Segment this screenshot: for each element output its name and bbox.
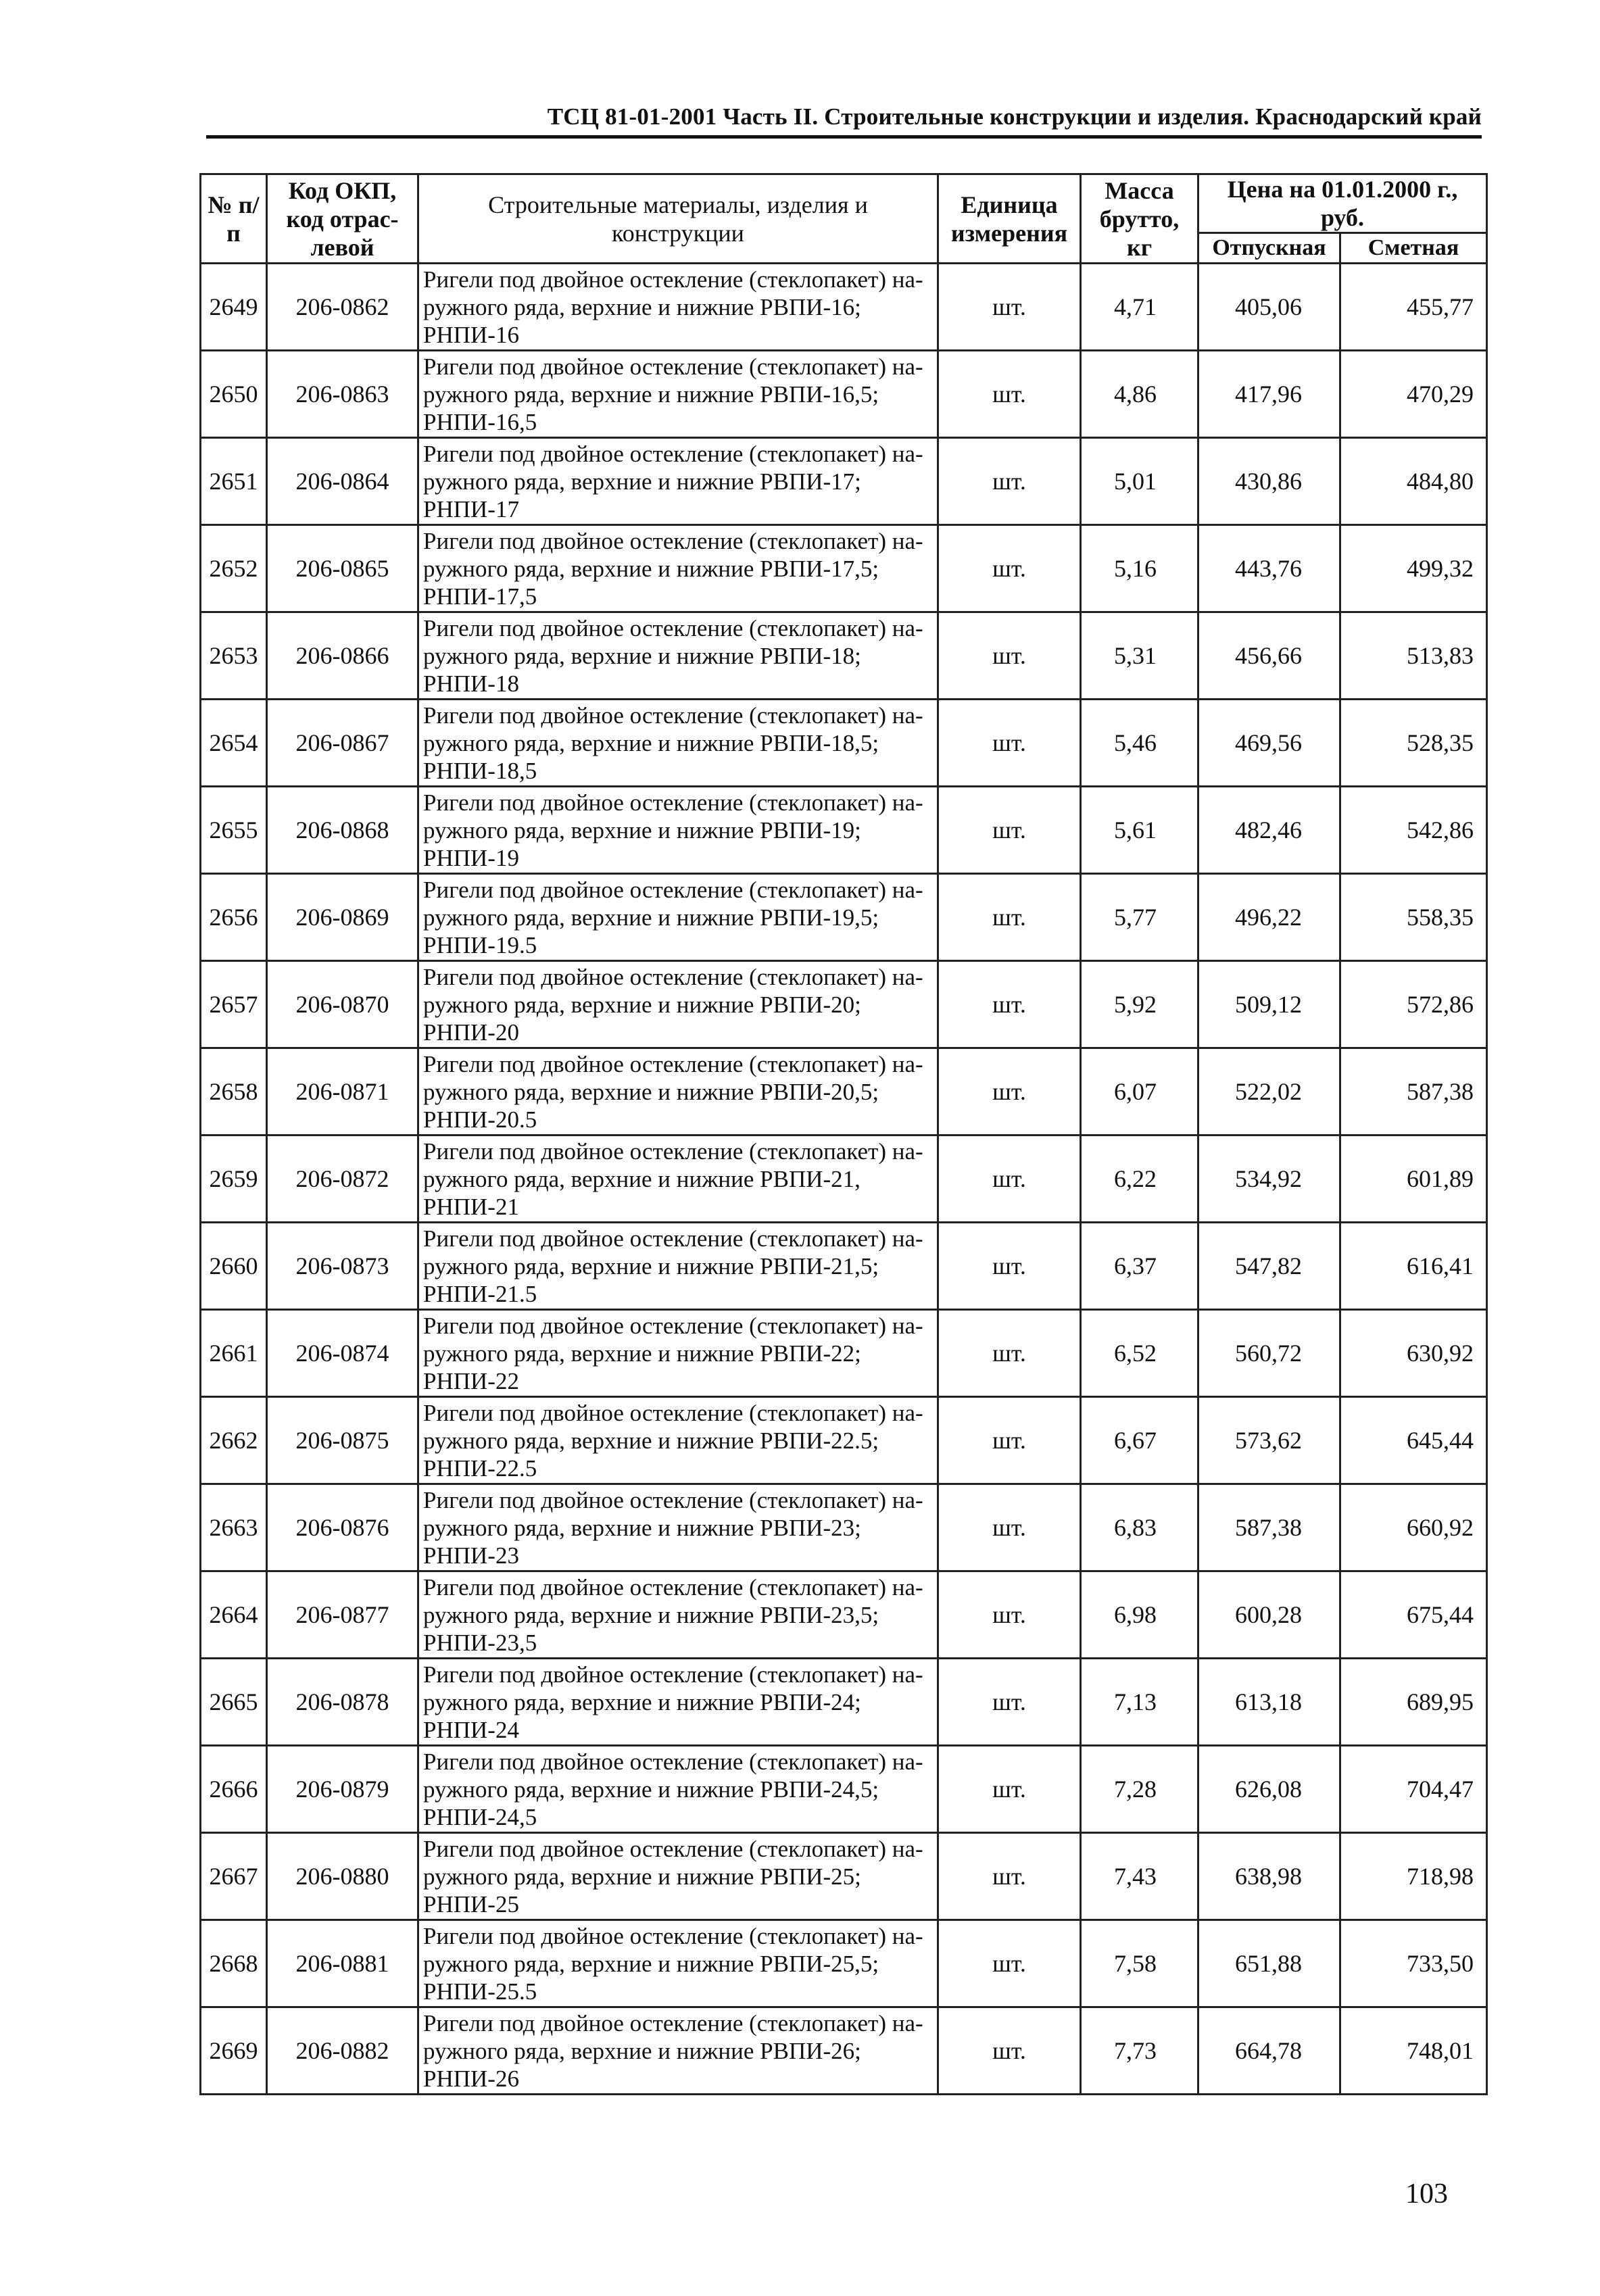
row-mass: 6,52 <box>1081 1310 1198 1397</box>
price-table <box>199 173 1488 2095</box>
row-unit: шт. <box>938 1223 1081 1310</box>
table-row <box>201 264 1487 351</box>
row-price-release: 547,82 <box>1198 1223 1340 1310</box>
row-description: Ригели под двойное остекление (стеклопакет) на- ружного ряда, верхние и нижние РВПИ-18; РНПИ-18 <box>418 612 938 700</box>
row-price-estimate: 587,38 <box>1340 1048 1487 1135</box>
row-mass: 7,73 <box>1081 2007 1198 2095</box>
col-header-price-group: Цена на 01.01.2000 г., руб. <box>1198 174 1487 233</box>
row-description: Ригели под двойное остекление (стеклопакет) на- ружного ряда, верхние и нижние РВПИ-18,5; РНПИ-18,5 <box>418 700 938 787</box>
row-unit: шт. <box>938 700 1081 787</box>
row-price-release: 613,18 <box>1198 1659 1340 1746</box>
running-header: ТСЦ 81-01-2001 Часть II. Строительные конструкции и изделия. Краснодарский край <box>547 103 1482 130</box>
row-code: 206-0864 <box>267 438 418 525</box>
row-number: 2666 <box>201 1746 267 1833</box>
col-header-code: Код ОКП, код отрас-левой <box>267 174 418 264</box>
row-price-release: 587,38 <box>1198 1484 1340 1571</box>
table-row <box>201 1746 1487 1833</box>
row-price-release: 651,88 <box>1198 1920 1340 2007</box>
row-mass: 5,31 <box>1081 612 1198 700</box>
row-price-estimate: 484,80 <box>1340 438 1487 525</box>
row-code: 206-0881 <box>267 1920 418 2007</box>
row-mass: 5,61 <box>1081 787 1198 874</box>
row-price-release: 509,12 <box>1198 961 1340 1048</box>
row-number: 2668 <box>201 1920 267 2007</box>
row-description: Ригели под двойное остекление (стеклопакет) на- ружного ряда, верхние и нижние РВПИ-21, РНПИ-21 <box>418 1135 938 1223</box>
row-unit: шт. <box>938 1135 1081 1223</box>
row-description: Ригели под двойное остекление (стеклопакет) на- ружного ряда, верхние и нижние РВПИ-19; РНПИ-19 <box>418 787 938 874</box>
row-description: Ригели под двойное остекление (стеклопакет) на- ружного ряда, верхние и нижние РВПИ-24; РНПИ-24 <box>418 1659 938 1746</box>
table-row <box>201 1833 1487 1920</box>
row-code: 206-0877 <box>267 1571 418 1659</box>
row-unit: шт. <box>938 1484 1081 1571</box>
row-unit: шт. <box>938 1659 1081 1746</box>
row-price-estimate: 718,98 <box>1340 1833 1487 1920</box>
col-header-num: № п/п <box>201 174 267 264</box>
row-code: 206-0862 <box>267 264 418 351</box>
row-unit: шт. <box>938 2007 1081 2095</box>
row-mass: 7,43 <box>1081 1833 1198 1920</box>
row-code: 206-0878 <box>267 1659 418 1746</box>
row-number: 2664 <box>201 1571 267 1659</box>
row-number: 2665 <box>201 1659 267 1746</box>
row-mass: 6,22 <box>1081 1135 1198 1223</box>
row-mass: 5,77 <box>1081 874 1198 961</box>
table-row <box>201 1659 1487 1746</box>
row-price-release: 664,78 <box>1198 2007 1340 2095</box>
row-price-estimate: 499,32 <box>1340 525 1487 612</box>
row-code: 206-0870 <box>267 961 418 1048</box>
table-row <box>201 787 1487 874</box>
row-code: 206-0879 <box>267 1746 418 1833</box>
row-code: 206-0873 <box>267 1223 418 1310</box>
row-description: Ригели под двойное остекление (стеклопакет) на- ружного ряда, верхние и нижние РВПИ-16; РНПИ-16 <box>418 264 938 351</box>
col-header-mass: Масса брутто, кг <box>1081 174 1198 264</box>
row-price-estimate: 689,95 <box>1340 1659 1487 1746</box>
row-code: 206-0865 <box>267 525 418 612</box>
row-number: 2654 <box>201 700 267 787</box>
row-mass: 6,67 <box>1081 1397 1198 1484</box>
row-code: 206-0867 <box>267 700 418 787</box>
row-description: Ригели под двойное остекление (стеклопакет) на- ружного ряда, верхние и нижние РВПИ-22.5; РНПИ-22.5 <box>418 1397 938 1484</box>
row-code: 206-0863 <box>267 351 418 438</box>
row-number: 2667 <box>201 1833 267 1920</box>
col-header-price-release: Отпускная <box>1198 233 1340 264</box>
row-code: 206-0876 <box>267 1484 418 1571</box>
row-unit: шт. <box>938 1920 1081 2007</box>
table-row <box>201 1223 1487 1310</box>
row-price-estimate: 630,92 <box>1340 1310 1487 1397</box>
row-mass: 7,13 <box>1081 1659 1198 1746</box>
row-description: Ригели под двойное остекление (стеклопакет) на- ружного ряда, верхние и нижние РВПИ-25,5; РНПИ-25.5 <box>418 1920 938 2007</box>
row-price-estimate: 601,89 <box>1340 1135 1487 1223</box>
row-description: Ригели под двойное остекление (стеклопакет) на- ружного ряда, верхние и нижние РВПИ-21,5; РНПИ-21.5 <box>418 1223 938 1310</box>
row-price-release: 496,22 <box>1198 874 1340 961</box>
row-number: 2660 <box>201 1223 267 1310</box>
table-row <box>201 1397 1487 1484</box>
row-unit: шт. <box>938 525 1081 612</box>
table-row <box>201 700 1487 787</box>
row-number: 2652 <box>201 525 267 612</box>
row-price-release: 469,56 <box>1198 700 1340 787</box>
row-price-estimate: 558,35 <box>1340 874 1487 961</box>
row-number: 2657 <box>201 961 267 1048</box>
row-mass: 4,86 <box>1081 351 1198 438</box>
row-description: Ригели под двойное остекление (стеклопакет) на- ружного ряда, верхние и нижние РВПИ-17; РНПИ-17 <box>418 438 938 525</box>
row-price-estimate: 645,44 <box>1340 1397 1487 1484</box>
row-price-estimate: 572,86 <box>1340 961 1487 1048</box>
row-description: Ригели под двойное остекление (стеклопакет) на- ружного ряда, верхние и нижние РВПИ-26; РНПИ-26 <box>418 2007 938 2095</box>
row-price-estimate: 748,01 <box>1340 2007 1487 2095</box>
row-code: 206-0875 <box>267 1397 418 1484</box>
header-rule <box>206 135 1482 139</box>
row-description: Ригели под двойное остекление (стеклопакет) на- ружного ряда, верхние и нижние РВПИ-23,5; РНПИ-23,5 <box>418 1571 938 1659</box>
row-number: 2659 <box>201 1135 267 1223</box>
row-number: 2662 <box>201 1397 267 1484</box>
row-code: 206-0874 <box>267 1310 418 1397</box>
row-number: 2658 <box>201 1048 267 1135</box>
row-price-release: 638,98 <box>1198 1833 1340 1920</box>
row-mass: 6,98 <box>1081 1571 1198 1659</box>
row-description: Ригели под двойное остекление (стеклопакет) на- ружного ряда, верхние и нижние РВПИ-16,5; РНПИ-16,5 <box>418 351 938 438</box>
row-description: Ригели под двойное остекление (стеклопакет) на- ружного ряда, верхние и нижние РВПИ-17,5; РНПИ-17,5 <box>418 525 938 612</box>
table-row <box>201 1571 1487 1659</box>
row-price-estimate: 542,86 <box>1340 787 1487 874</box>
row-price-release: 482,46 <box>1198 787 1340 874</box>
row-price-release: 560,72 <box>1198 1310 1340 1397</box>
row-price-release: 430,86 <box>1198 438 1340 525</box>
row-description: Ригели под двойное остекление (стеклопакет) на- ружного ряда, верхние и нижние РВПИ-20; РНПИ-20 <box>418 961 938 1048</box>
row-unit: шт. <box>938 438 1081 525</box>
table-row <box>201 1048 1487 1135</box>
row-mass: 7,58 <box>1081 1920 1198 2007</box>
row-description: Ригели под двойное остекление (стеклопакет) на- ружного ряда, верхние и нижние РВПИ-24,5; РНПИ-24,5 <box>418 1746 938 1833</box>
table-row <box>201 525 1487 612</box>
row-mass: 6,37 <box>1081 1223 1198 1310</box>
row-price-estimate: 704,47 <box>1340 1746 1487 1833</box>
row-number: 2669 <box>201 2007 267 2095</box>
row-price-estimate: 733,50 <box>1340 1920 1487 2007</box>
row-unit: шт. <box>938 351 1081 438</box>
row-price-release: 522,02 <box>1198 1048 1340 1135</box>
table-row <box>201 1135 1487 1223</box>
table-row <box>201 874 1487 961</box>
row-number: 2650 <box>201 351 267 438</box>
row-price-estimate: 470,29 <box>1340 351 1487 438</box>
row-mass: 5,46 <box>1081 700 1198 787</box>
row-price-release: 456,66 <box>1198 612 1340 700</box>
col-header-unit: Единица измерения <box>938 174 1081 264</box>
row-unit: шт. <box>938 1397 1081 1484</box>
row-mass: 5,92 <box>1081 961 1198 1048</box>
row-mass: 6,83 <box>1081 1484 1198 1571</box>
row-price-release: 417,96 <box>1198 351 1340 438</box>
row-unit: шт. <box>938 1746 1081 1833</box>
row-unit: шт. <box>938 1833 1081 1920</box>
table-row <box>201 351 1487 438</box>
row-mass: 5,16 <box>1081 525 1198 612</box>
table-row <box>201 961 1487 1048</box>
row-mass: 4,71 <box>1081 264 1198 351</box>
row-description: Ригели под двойное остекление (стеклопакет) на- ружного ряда, верхние и нижние РВПИ-22; РНПИ-22 <box>418 1310 938 1397</box>
row-code: 206-0880 <box>267 1833 418 1920</box>
row-price-estimate: 455,77 <box>1340 264 1487 351</box>
row-price-estimate: 513,83 <box>1340 612 1487 700</box>
table-row <box>201 438 1487 525</box>
row-description: Ригели под двойное остекление (стеклопакет) на- ружного ряда, верхние и нижние РВПИ-19,5; РНПИ-19.5 <box>418 874 938 961</box>
row-price-release: 573,62 <box>1198 1397 1340 1484</box>
row-description: Ригели под двойное остекление (стеклопакет) на- ружного ряда, верхние и нижние РВПИ-23; РНПИ-23 <box>418 1484 938 1571</box>
row-number: 2661 <box>201 1310 267 1397</box>
row-price-release: 534,92 <box>1198 1135 1340 1223</box>
row-code: 206-0882 <box>267 2007 418 2095</box>
table-body <box>201 264 1487 2095</box>
row-mass: 7,28 <box>1081 1746 1198 1833</box>
row-number: 2663 <box>201 1484 267 1571</box>
table-row <box>201 1484 1487 1571</box>
row-unit: шт. <box>938 1310 1081 1397</box>
row-price-release: 600,28 <box>1198 1571 1340 1659</box>
row-description: Ригели под двойное остекление (стеклопакет) на- ружного ряда, верхние и нижние РВПИ-20,5; РНПИ-20.5 <box>418 1048 938 1135</box>
row-unit: шт. <box>938 874 1081 961</box>
table-row <box>201 1310 1487 1397</box>
col-header-name: Строительные материалы, изделия и конструкции <box>418 174 938 264</box>
table-row <box>201 1920 1487 2007</box>
row-unit: шт. <box>938 264 1081 351</box>
row-price-release: 443,76 <box>1198 525 1340 612</box>
row-unit: шт. <box>938 961 1081 1048</box>
row-code: 206-0872 <box>267 1135 418 1223</box>
row-description: Ригели под двойное остекление (стеклопакет) на- ружного ряда, верхние и нижние РВПИ-25; РНПИ-25 <box>418 1833 938 1920</box>
row-number: 2651 <box>201 438 267 525</box>
col-header-price-estimate: Сметная <box>1340 233 1487 264</box>
row-price-estimate: 616,41 <box>1340 1223 1487 1310</box>
row-code: 206-0871 <box>267 1048 418 1135</box>
row-mass: 5,01 <box>1081 438 1198 525</box>
row-price-estimate: 528,35 <box>1340 700 1487 787</box>
row-unit: шт. <box>938 787 1081 874</box>
row-number: 2649 <box>201 264 267 351</box>
row-number: 2656 <box>201 874 267 961</box>
table-row <box>201 2007 1487 2095</box>
row-code: 206-0866 <box>267 612 418 700</box>
row-price-release: 626,08 <box>1198 1746 1340 1833</box>
row-number: 2653 <box>201 612 267 700</box>
row-unit: шт. <box>938 1571 1081 1659</box>
row-code: 206-0868 <box>267 787 418 874</box>
table-row <box>201 612 1487 700</box>
row-code: 206-0869 <box>267 874 418 961</box>
row-unit: шт. <box>938 1048 1081 1135</box>
row-number: 2655 <box>201 787 267 874</box>
row-price-estimate: 675,44 <box>1340 1571 1487 1659</box>
row-price-estimate: 660,92 <box>1340 1484 1487 1571</box>
page-number: 103 <box>1405 2178 1448 2209</box>
row-unit: шт. <box>938 612 1081 700</box>
row-price-release: 405,06 <box>1198 264 1340 351</box>
row-mass: 6,07 <box>1081 1048 1198 1135</box>
